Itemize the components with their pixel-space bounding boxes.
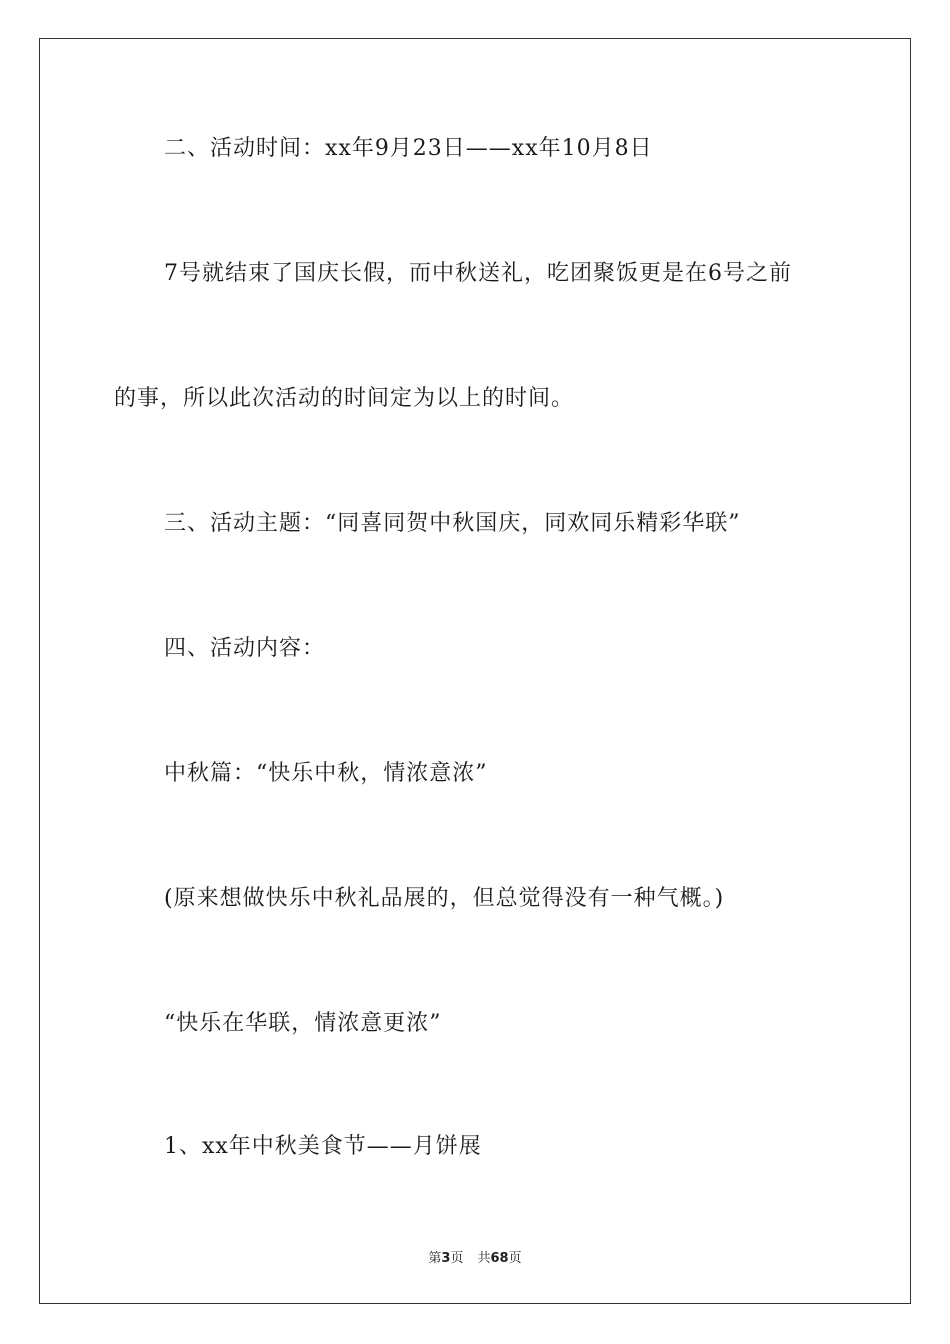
page-border: [39, 38, 911, 1304]
footer-page-number: 3: [441, 1251, 451, 1266]
paragraph-original-idea-note: (原来想做快乐中秋礼品展的，但总觉得没有一种气概。): [164, 886, 725, 911]
paragraph-mooncake-festival: 1、xx年中秋美食节——月饼展: [164, 1134, 482, 1159]
paragraph-mid-autumn-section: 中秋篇：“快乐中秋，情浓意浓”: [164, 761, 488, 786]
paragraph-activity-content-heading: 四、活动内容：: [164, 636, 326, 661]
page-footer: [0, 1247, 950, 1266]
footer-total-suffix: 页: [508, 1251, 522, 1266]
footer-total-prefix: 共: [477, 1251, 491, 1266]
paragraph-activity-time: 二、活动时间：xx年9月23日——xx年10月8日: [164, 136, 653, 161]
paragraph-slogan: “快乐在华联，情浓意更浓”: [164, 1011, 442, 1036]
footer-total-pages: 68: [490, 1251, 509, 1266]
paragraph-activity-theme: 三、活动主题：“同喜同贺中秋国庆，同欢同乐精彩华联”: [164, 511, 741, 536]
paragraph-holiday-note-line2: 的事，所以此次活动的时间定为以上的时间。: [114, 386, 575, 411]
paragraph-holiday-note-line1: 7号就结束了国庆长假，而中秋送礼，吃团聚饭更是在6号之前: [164, 261, 792, 286]
footer-page-prefix: 第: [428, 1251, 442, 1266]
footer-page-suffix: 页: [450, 1251, 464, 1266]
